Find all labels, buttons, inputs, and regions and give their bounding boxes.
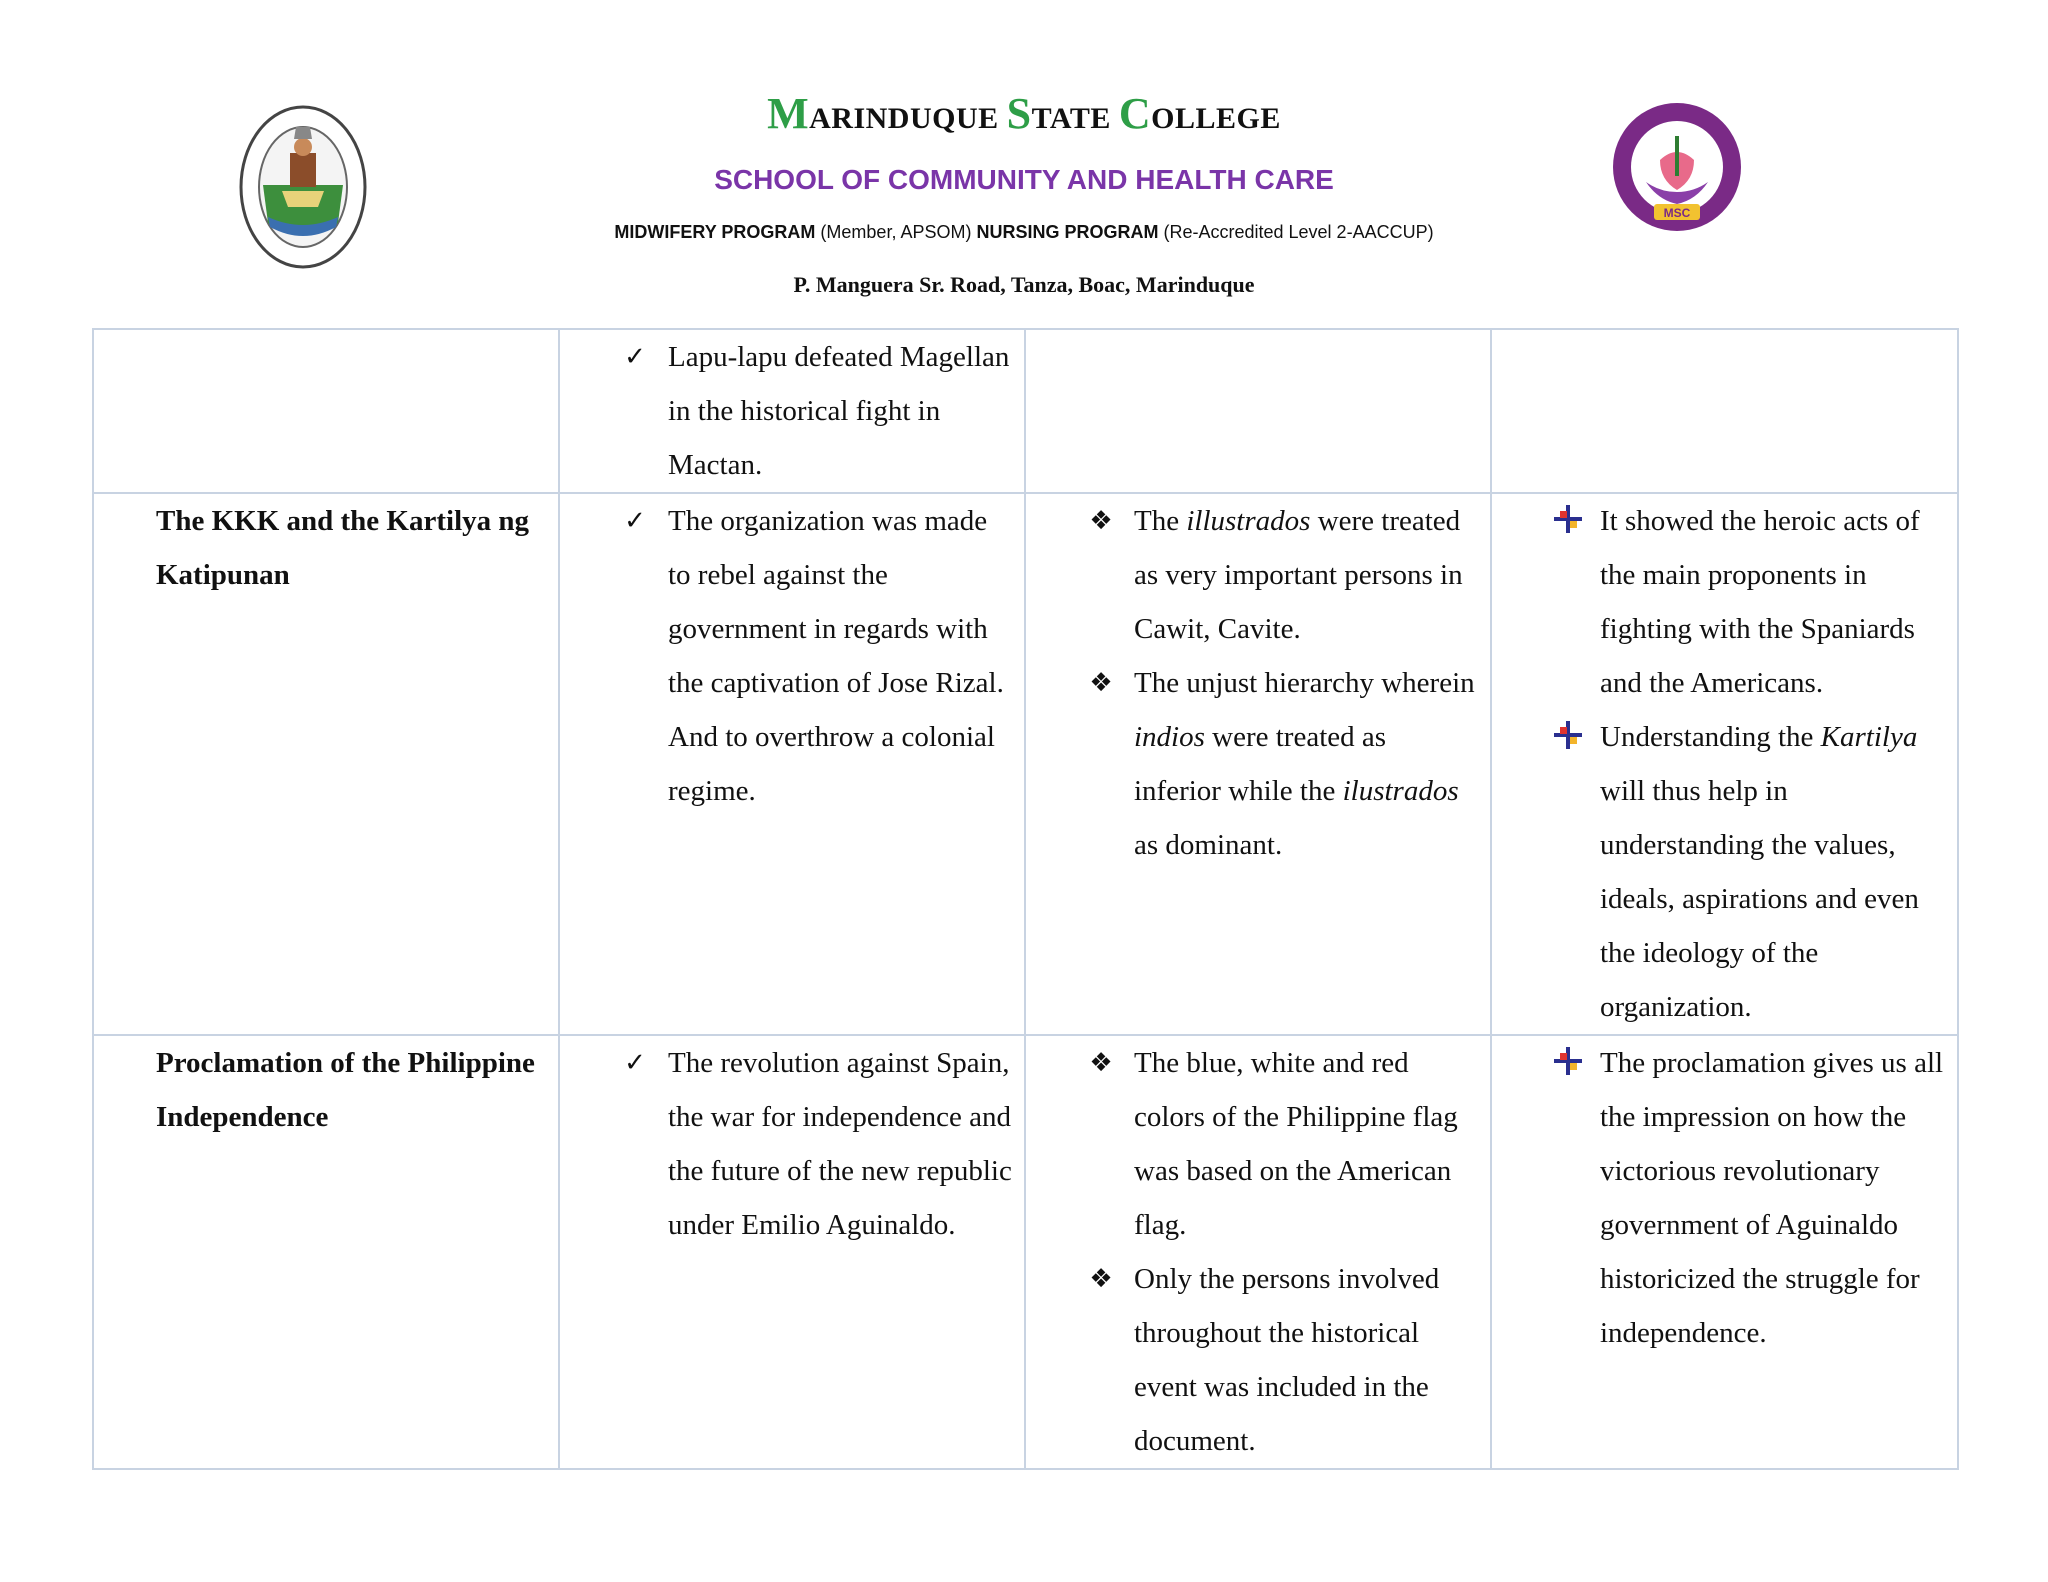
diamond-bullet-icon: ❖: [1089, 506, 1113, 536]
topic-cell: [93, 329, 559, 493]
content-table: [92, 328, 1959, 1470]
school-of-community-and-health-care-seal: [1598, 100, 1756, 235]
list-item: Understanding the Kartilya will thus help in understanding the values, ideals, aspirations and even the ideology of the organization.: [1492, 710, 1947, 1034]
school-name: SCHOOL OF COMMUNITY AND HEALTH CARE: [714, 164, 1334, 195]
checkmark-icon: ✓: [624, 1048, 646, 1078]
discussion-cell: [559, 1035, 1025, 1469]
table-row: [93, 493, 1958, 1035]
svg-text:MSC: MSC: [1663, 206, 1691, 220]
observation-cell: [1025, 329, 1491, 493]
observation-cell: [1025, 493, 1491, 1035]
letterhead: [0, 0, 2048, 320]
list-item: ❖ The unjust hierarchy wherein indios were treated as inferior while the ilustrados as dominant.: [1026, 656, 1480, 872]
programs-line: MIDWIFERY PROGRAM (Member, APSOM) NURSING PROGRAM (Re-Accredited Level 2-AACCUP): [614, 222, 1434, 242]
cross-bullet-icon: [1554, 505, 1582, 533]
significance-cell: [1491, 493, 1958, 1035]
list-item: It showed the heroic acts of the main proponents in fighting with the Spaniards and the Americans.: [1492, 494, 1947, 710]
list-item: ✓ The organization was made to rebel against the government in regards with the captivation of Jose Rizal. And to overthrow a colonial regime.: [560, 494, 1014, 818]
discussion-cell: [559, 329, 1025, 493]
observation-cell: [1025, 1035, 1491, 1469]
discussion-cell: [559, 493, 1025, 1035]
checkmark-icon: ✓: [624, 342, 646, 372]
cross-bullet-icon: [1554, 721, 1582, 749]
college-name: MARINDUQUE STATE COLLEGE: [767, 89, 1281, 138]
list-item: ❖ The illustrados were treated as very important persons in Cawit, Cavite.: [1026, 494, 1480, 656]
list-item: ✓ Lapu-lapu defeated Magellan in the historical fight in Mactan.: [560, 330, 1014, 492]
table-row: [93, 1035, 1958, 1469]
diamond-bullet-icon: ❖: [1089, 1048, 1113, 1078]
topic-cell: The KKK and the Kartilya ng Katipunan: [93, 493, 559, 1035]
checkmark-icon: ✓: [624, 506, 646, 536]
significance-cell: [1491, 329, 1958, 493]
list-item: ❖ The blue, white and red colors of the Philippine flag was based on the American flag.: [1026, 1036, 1480, 1252]
table-row: [93, 329, 1958, 493]
list-item: The proclamation gives us all the impression on how the victorious revolutionary government of Aguinaldo historicized the struggle for independence.: [1492, 1036, 1947, 1360]
list-item: ✓ The revolution against Spain, the war for independence and the future of the new republic under Emilio Aguinaldo.: [560, 1036, 1014, 1252]
list-item: ❖ Only the persons involved throughout the historical event was included in the document.: [1026, 1252, 1480, 1468]
topic-cell: Proclamation of the Philippine Independence: [93, 1035, 559, 1469]
college-address: P. Manguera Sr. Road, Tanza, Boac, Marinduque: [793, 272, 1255, 297]
diamond-bullet-icon: ❖: [1089, 1264, 1113, 1294]
significance-cell: [1491, 1035, 1958, 1469]
diamond-bullet-icon: ❖: [1089, 668, 1113, 698]
cross-bullet-icon: [1554, 1047, 1582, 1075]
